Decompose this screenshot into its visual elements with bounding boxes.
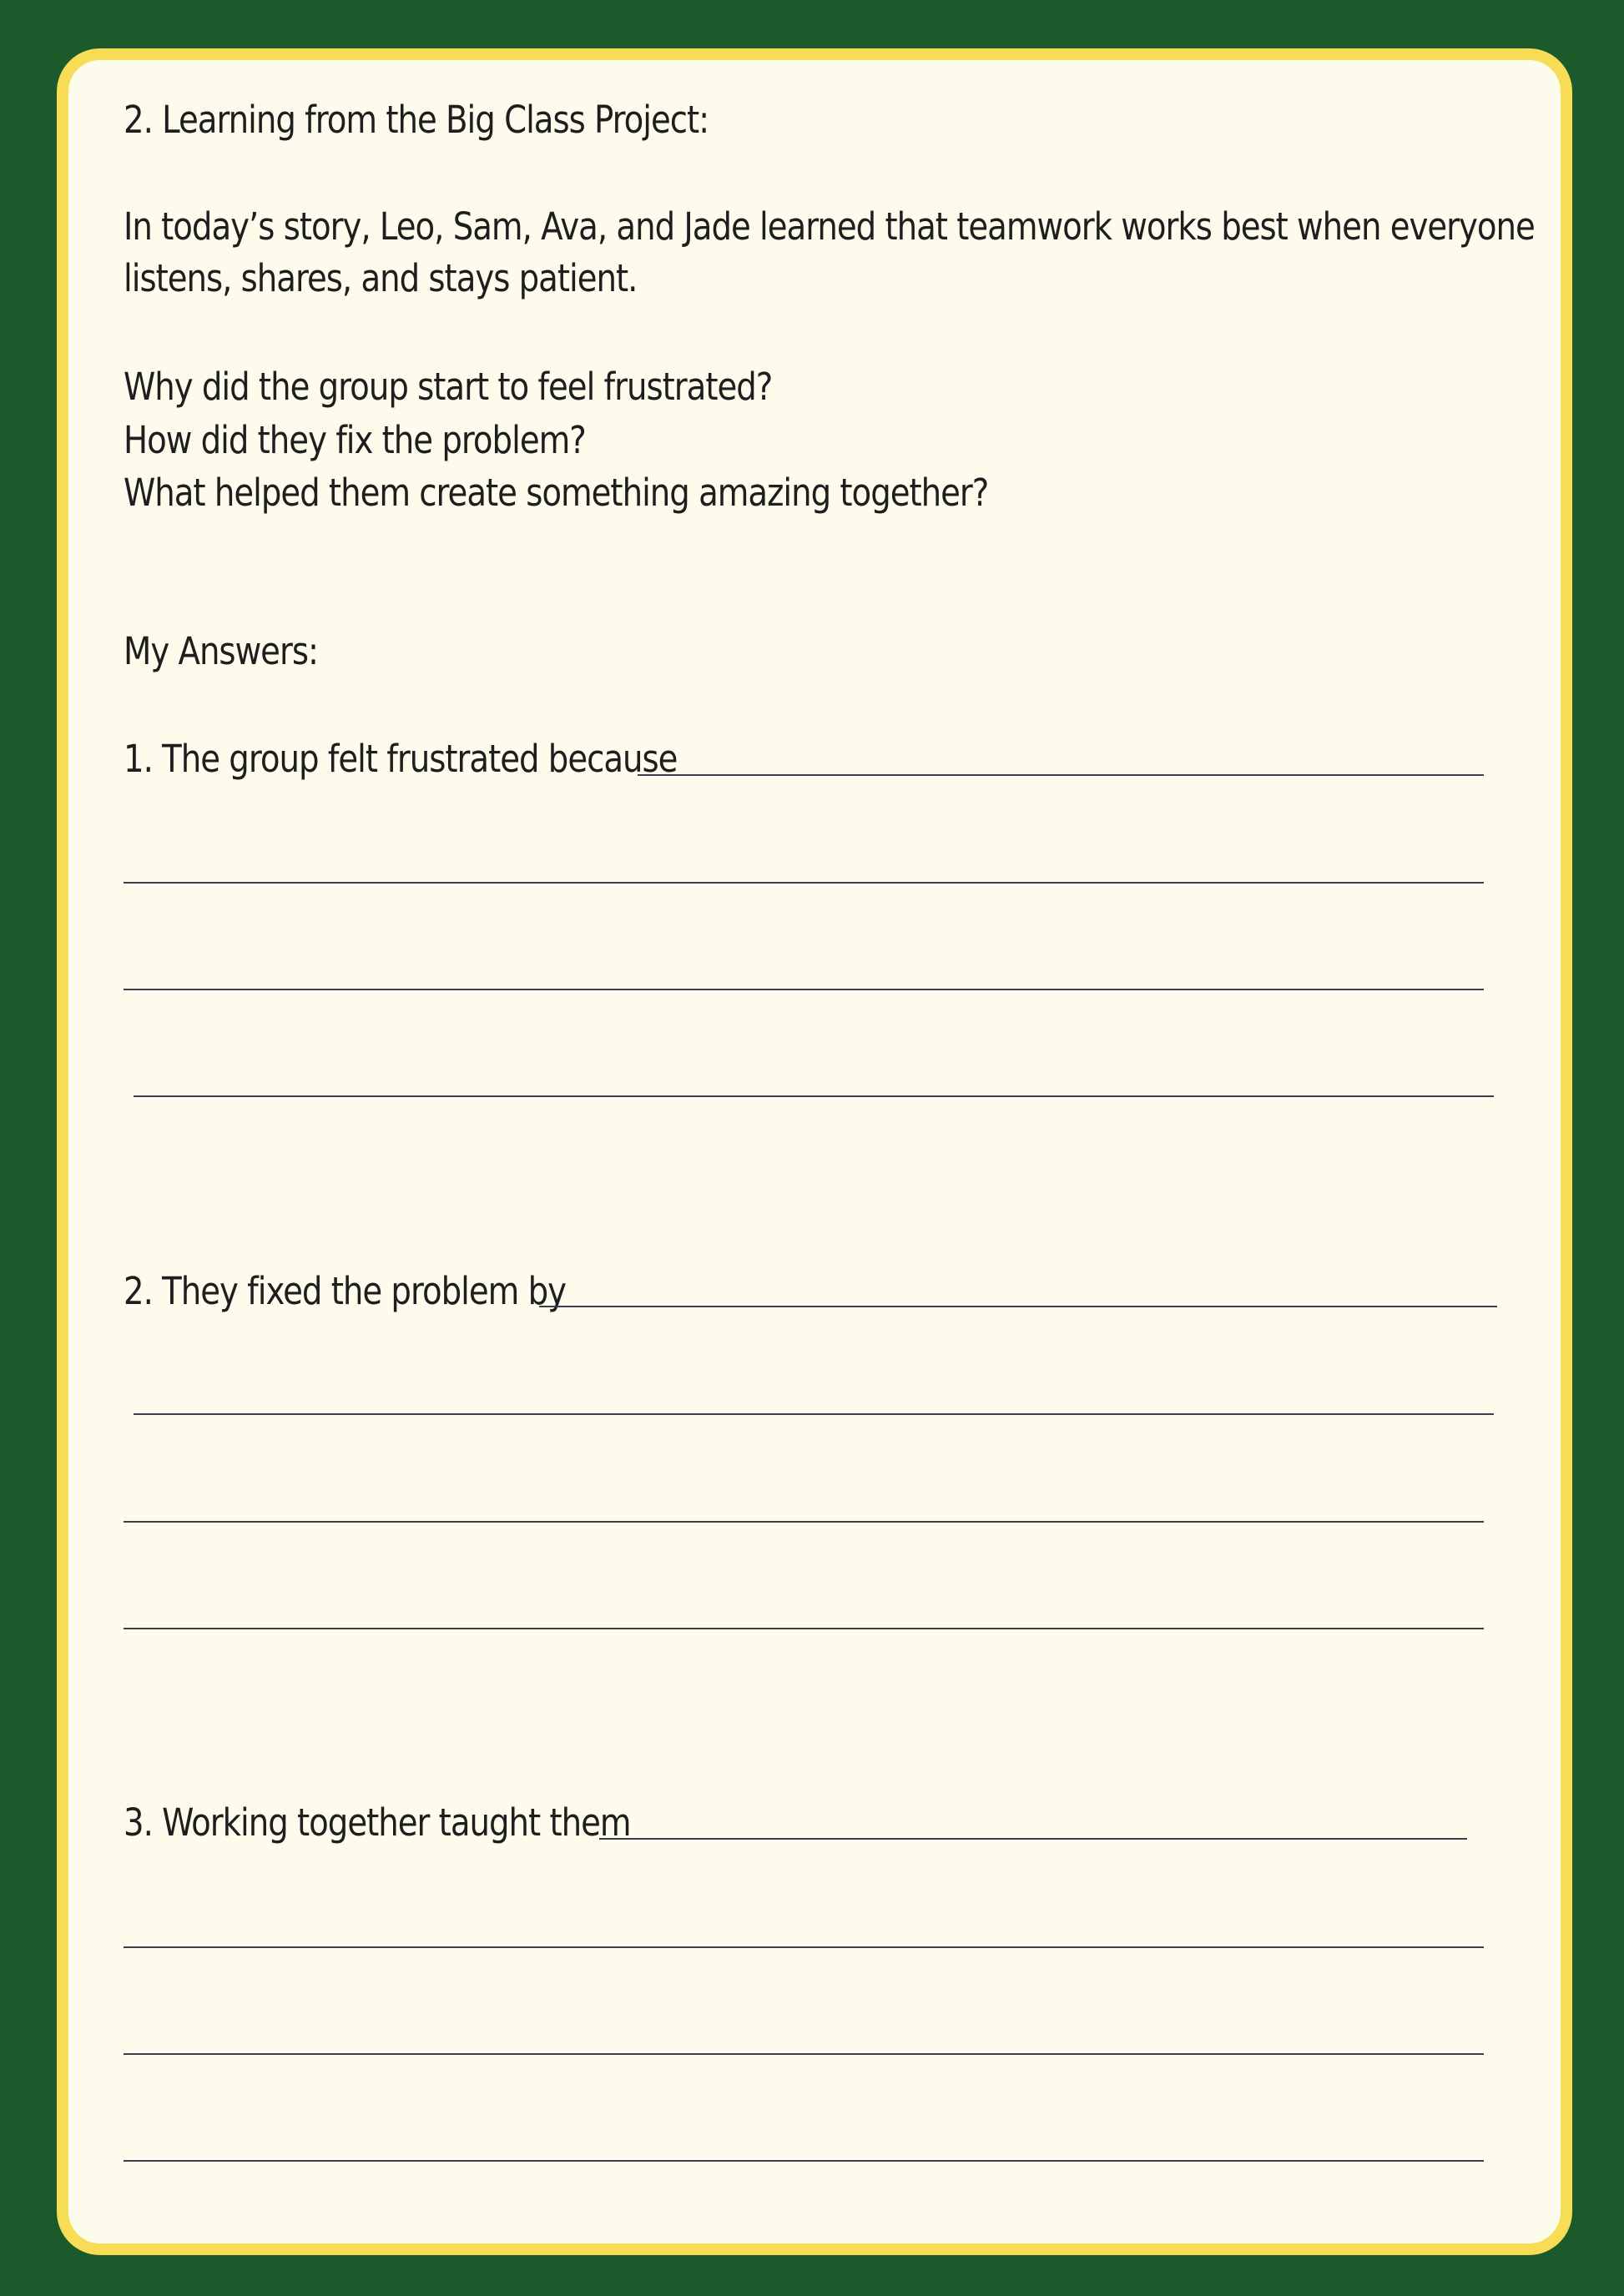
answer-1-line-4[interactable] (134, 1095, 1494, 1097)
worksheet-title: 2. Learning from the Big Class Project: (124, 98, 709, 142)
answer-1-prompt: 1. The group felt frustrated because (124, 737, 678, 781)
answer-3-line-2[interactable] (124, 1946, 1484, 1948)
answer-2-line-3[interactable] (124, 1521, 1484, 1523)
answer-1-line-inline[interactable] (638, 774, 1484, 776)
question-2: How did they fix the problem? (124, 418, 586, 462)
answer-3-line-inline[interactable] (599, 1838, 1467, 1840)
question-3: What helped them create something amazing together? (124, 471, 989, 515)
answer-3-line-3[interactable] (124, 2053, 1484, 2055)
intro-text-line-1: In today’s story, Leo, Sam, Ava, and Jade learned that teamwork works best when everyone (124, 204, 1535, 249)
intro-text-line-2: listens, shares, and stays patient. (124, 256, 638, 300)
answer-1-line-2[interactable] (124, 882, 1484, 884)
answer-2-line-inline[interactable] (539, 1306, 1497, 1307)
answers-heading: My Answers: (124, 629, 318, 673)
answer-2-line-2[interactable] (134, 1413, 1494, 1415)
answer-2-prompt: 2. They fixed the problem by (124, 1269, 566, 1313)
answer-3-prompt: 3. Working together taught them (124, 1800, 631, 1845)
answer-2-line-4[interactable] (124, 1628, 1484, 1629)
answer-1-line-3[interactable] (124, 989, 1484, 990)
question-1: Why did the group start to feel frustrated? (124, 365, 773, 409)
answer-3-line-4[interactable] (124, 2160, 1484, 2162)
